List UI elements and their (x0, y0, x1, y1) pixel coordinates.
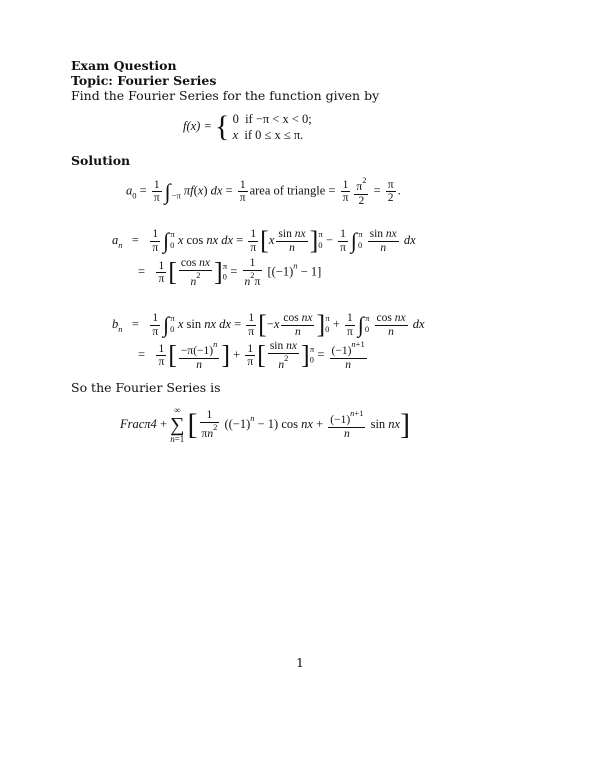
conclusion-text: So the Fourier Series is (71, 380, 221, 395)
a0-text: area of triangle (249, 183, 326, 198)
series-lead: Fracπ4 (120, 416, 157, 431)
case1-condition: if −π < x < 0; (245, 111, 312, 126)
solution-heading: Solution (71, 153, 131, 168)
a0-equation: $a_0$ = $\frac{1}{\pi}$ $\int_{-\pi}$ πf(x) dx = $\frac{1}{\pi}$ area of triangle = $\frac{1}{\pi}$ $\frac{\pi^2}{2}$ = $\frac{\pi}{2}$ . (126, 175, 401, 207)
piecewise-function: f(x) = { 0 if −π < x < 0; x if 0 ≤ x ≤ π. (183, 110, 312, 143)
topic-title: Topic: Fourier Series (71, 73, 217, 88)
piecewise-lhs: f(x) = (183, 118, 212, 133)
bn-equation-line1: $b_n$ = $\frac{1}{\pi}$ $\int_0^\pi$ x sin nx dx = $\frac{1}{\pi}$ [−x $\frac{\text{cos nx}}{n}$ ]$_0^\pi$ + $\frac{1}{\pi}$ $\int_0^\pi$ $\frac{\text{cos nx}}{n}$ dx (112, 310, 425, 339)
fourier-series-expression: Fracπ4 + ∞ ∑ n=1 [ $\frac{1}{\pi n^2}$ $((-1)^n - 1)$ cos nx + $\frac{(-1)^{n+1}}{n}$ sin nx] (120, 405, 411, 444)
page-number: 1 (296, 655, 304, 670)
exam-title: Exam Question (71, 58, 177, 73)
an-equation-line1: $a_n$ = $\frac{1}{\pi}$ $\int_0^\pi$ x cos nx dx = $\frac{1}{\pi}$ [x $\frac{\text{sin nx}}{n}$ ]$_0^\pi$ − $\frac{1}{\pi}$ $\int_0^\pi$ $\frac{\text{sin nx}}{n}$ dx (112, 226, 416, 255)
bn-equation-line2: = $\frac{1}{\pi}$ [ $\frac{-\pi(-1)^n}{n}$ ] + $\frac{1}{\pi}$ [ $\frac{\text{sin nx}}{n^2}$ ]$_0^\pi$ = $\frac{(-1)^{n+1}}{n}$ (138, 339, 365, 371)
case2-condition: if 0 ≤ x ≤ π. (244, 128, 304, 142)
intro-text: Find the Fourier Series for the function given by (71, 88, 380, 103)
an-equation-line2: = $\frac{1}{\pi}$ [ $\frac{\text{cos nx}}{n^2}$ ]$_0^\pi$ = $\frac{1}{n^2\pi}$ $[(-1)^n - 1]$ (138, 257, 322, 288)
case2-value: x (232, 128, 239, 142)
case1-value: 0 (232, 111, 239, 126)
